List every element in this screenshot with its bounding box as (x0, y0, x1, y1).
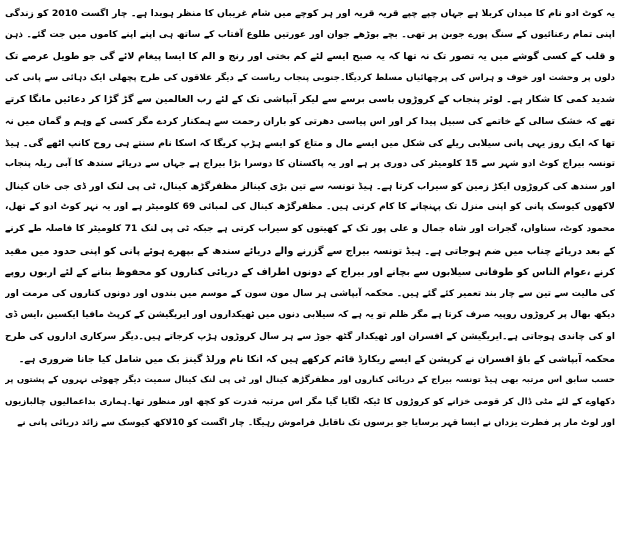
text-line: و قلب کے کسی گوشے میں یہ تصور تک نہ تھا کہ یہ صبح ایسے لئے کم بختی اور رنج و الم کا ایسا پیغام لائے گی جو طویل عرصے تک (5, 51, 615, 63)
article-paragraph (5, 370, 615, 435)
text-line: اپنی تمام رعنائیوں کے سنگ پورے جوبن پر تھی۔ بچے بوڑھے جوان اور عورتیں طلوع آفتاب کے ساتھ ہی اپنے اپنے کاموں میں جت گئے۔ ذہن (5, 29, 615, 40)
text-line: شدید کمی کا شکار ہے۔ لوئر پنجاب کے کروڑوں باسی برسے سے لیکر آبپاشی تک کے لئے رب العالمین سے گڑ گڑا کر دعائیں مانگا کرتے (5, 94, 615, 106)
text-line: محکمہ آبپاشی کے باؤ افسران نے کرپشن کے ایسے ریکارڈ قائم کرکھے ہیں کہ انکا نام ورلڈ گینز بک میں شامل کیا جانا ضروری ہے۔ (18, 353, 615, 365)
text-line: کی مالیت سے تین سے چار بند تعمیر کئے گئے ہیں۔ محکمہ آبپاشی ہر سال مون سون کے موسم میں بندوں اور دونوں کناروں کی مرمت اور (5, 288, 615, 299)
text-line: دیکھ بھال پر کروڑوں روپیہ صرف کرتا ہے مگر ظلم تو یہ ہے کہ سیلابی دنوں میں ٹھیکداروں اور ایریگیشن کے کرپٹ مافیا ایکسین ،ایس ڈی (5, 310, 615, 321)
text-line: تونسہ بیراج کوٹ ادو شہر سے 15 کلومیٹر کی دوری پر ہے اور یہ پاکستان کا دوسرا بڑا بیراج ہے جہاں سے دریائے سندھ کا آبی ریلہ پنجاب (5, 159, 615, 170)
text-line: یہ کوٹ ادو نام کا میدان کربلا ہے جہاں چپے چپے قریہ قریہ اور ہر کوچے میں شام غریباں کا منظر ہویدا ہے۔ چار اگست 2010 کو زندگی (5, 8, 615, 19)
article-body (5, 3, 615, 435)
text-line: محمود کوٹ، سناواں، گجرات اور شاہ جمال و علی پور تک کے کھیتوں کو سیراب کرتی ہے جبکہ ٹی پی لنک 71 کلومیٹر کا فاصلہ طے کرنے (5, 223, 615, 234)
article-paragraph (5, 3, 615, 370)
text-line: کے بعد دریائے چناب میں ضم ہوجاتی ہے۔ ہیڈ تونسہ بیراج سے گزرنے والے دریائے سندھ کے بپھرے ہوئے پانی کو اپنی حدود میں مقید (5, 245, 615, 257)
text-line: کرنے ،عوام الناس کو طوفانی سیلابوں سے بچانے اور بیراج کے دونوں اطراف کے دریائی کناروں کو محفوظ بنانے کے لئے اربوں روپے (5, 267, 615, 279)
text-line: اور سندھ کی کروڑوں ایکڑ زمین کو سیراب کرتا ہے۔ ہیڈ تونسہ سے تین بڑی کینالز مظفرگڑھ کینال، ٹی پی لنک اور ڈی جی خان کینال (5, 180, 615, 192)
text-line: لاکھوں کیوسک پانی کو اپنی منزل تک پہنچانے کا کام کرتی ہیں۔ مظفرگڑھ کینال کی لمبائی 69 کلومیٹر ہے اور یہ نہر کوٹ ادو کے تھل، (5, 202, 615, 213)
text-line: او کی چاندی ہوجاتی ہے۔ایریگیشن کے افسران اور ٹھیکدار گٹھ جوڑ سے ہر سال کروڑوں ہڑپ کرجاتے ہیں۔دیگر سرکاری اداروں کی طرح (5, 331, 615, 342)
text-line: دکھاوے کے لئے مٹی ڈال کر قومی خزانے کو کروڑوں کا ٹیکہ لگایا گیا مگر اس مرتبہ قدرت کو کچھ اور منظور تھا۔ہماری بداعمالیوں چالبازیوں (5, 396, 615, 407)
text-line: اور لوٹ مار پر فطرت یزداں نے ایسا قہر برسایا جو برسوں تک ناقابل فراموش رہیگا۔ چار اگست کو 10لاکھ کیوسک سے زائد دریائی پانی نے (17, 418, 615, 429)
text-line: تھے کہ خشک سالی کے خاتمے کی سبیل پیدا کر اور اس پیاسی دھرتی کو باران رحمت سے ہمکنار کردے مگر کسی کے وہم و گمان میں نہ (5, 115, 615, 127)
text-line: تھا کہ ایک روز یہی پانی سیلابی ریلے کی شکل میں ایسے مال و متاع کو ایسے ہڑپ کریگا کہ اسکا نام سنتے ہی روح کانپ اٹھے گی۔ ہیڈ (5, 137, 615, 149)
text-line: دلوں پر وحشت اور خوف و ہراس کی پرچھائیاں مسلط کردیگا۔جنوبی پنجاب ریاست کے دیگر علاقوں کی طرح پچھلی ایک دہائی سے پانی کی (5, 72, 615, 83)
text-line: حسب سابق اس مرتبہ بھی ہیڈ تونسہ بیراج کے دریائی کناروں اور مظفرگڑھ کینال اور ٹی پی لنک کینال سمیت دیگر چھوٹی نہروں کے پشتوں پر (5, 375, 615, 386)
